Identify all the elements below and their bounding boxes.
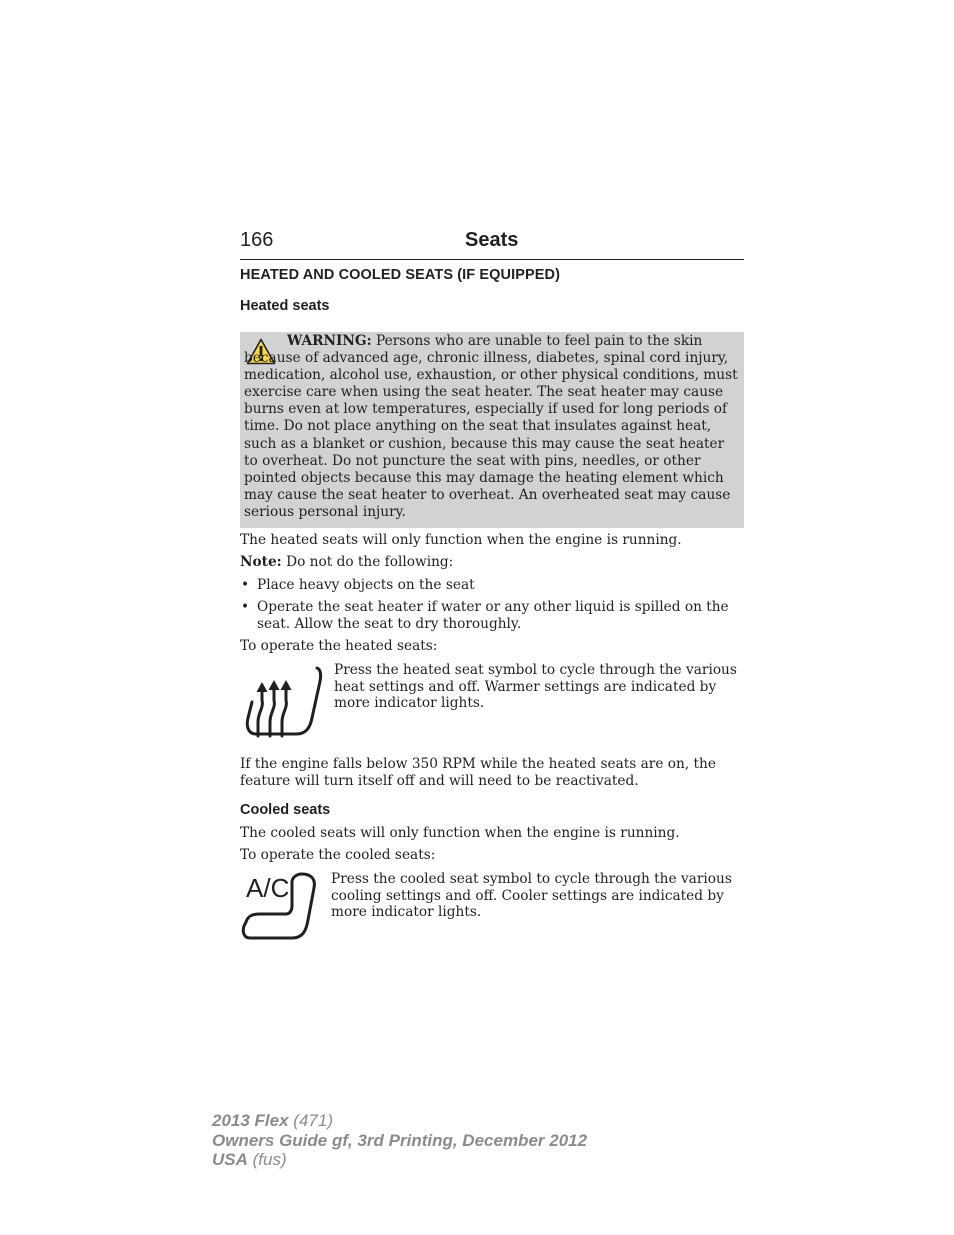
- list-item: [240, 599, 740, 635]
- list-item-text: Operate the seat heater if water or any other liquid is spilled on the seat. Allow the seat to dry thoroughly.: [257, 599, 729, 632]
- note: [240, 554, 453, 571]
- rpm-text: If the engine falls below 350 RPM while the heated seats are on, the feature will turn itself off and will need to be reactivated.: [240, 756, 716, 789]
- section-title: HEATED AND COOLED SEATS (IF EQUIPPED): [240, 267, 561, 283]
- cooled-seat-icon: [240, 870, 324, 946]
- footer: [212, 1111, 587, 1170]
- page-number: 166: [240, 229, 274, 251]
- footer-region-code: (fus): [252, 1150, 287, 1169]
- footer-guide: Owners Guide gf, 3rd Printing, December 2012: [212, 1130, 588, 1150]
- footer-model-code: (471): [293, 1111, 333, 1130]
- heated-seats-subtitle: Heated seats: [240, 298, 330, 314]
- cooled-engine-note: The cooled seats will only function when the engine is running.: [240, 825, 680, 841]
- bullet-dot: •: [241, 599, 250, 615]
- list-item-text: Place heavy objects on the seat: [257, 577, 475, 593]
- page-header: [240, 229, 744, 260]
- heated-icon-text: Press the heated seat symbol to cycle through the various heat settings and off. Warmer settings are indicated by more indicator lights.: [334, 662, 737, 711]
- footer-line-region: [212, 1150, 587, 1170]
- warning-label: WARNING:: [287, 333, 372, 349]
- bullet-dot: •: [241, 577, 250, 593]
- heated-operate-intro: To operate the heated seats:: [240, 638, 438, 654]
- cooled-icon-text: Press the cooled seat symbol to cycle through the various cooling settings and off. Cooler settings are indicated by more indicator lights.: [331, 871, 732, 920]
- note-text: Do not do the following:: [286, 554, 454, 570]
- list-item: [240, 577, 740, 595]
- warning-text: [244, 332, 740, 521]
- footer-region: USA: [212, 1150, 248, 1169]
- heated-seat-icon: [240, 664, 326, 740]
- page-title: Seats: [465, 229, 519, 251]
- footer-line-model: [212, 1111, 587, 1131]
- ac-label: A/C: [246, 873, 290, 903]
- cooled-seats-subtitle: Cooled seats: [240, 802, 331, 818]
- warning-box: [240, 332, 744, 528]
- heated-engine-note: The heated seats will only function when the engine is running.: [240, 532, 682, 548]
- cooled-operate-intro: To operate the cooled seats:: [240, 847, 436, 863]
- note-label: Note:: [240, 554, 282, 570]
- footer-model: 2013 Flex: [212, 1111, 289, 1130]
- warning-body: Persons who are unable to feel pain to the skin because of advanced age, chronic illness, diabetes, spinal cord injury, medication, alcohol use, exhaustion, or other physical conditions, must exercise care when using the seat heater. The seat heater may cause burns even at low temperatures, especially if used for long periods of time. Do not place anything on the seat that insulates against heat, such as a blanket or cushion, because this may cause the seat heater to overheat. Do not puncture the seat with pins, needles, or other pointed objects because this may damage the heating element which may cause the seat heater to overheat. An overheated seat may cause serious personal injury.: [244, 333, 738, 520]
